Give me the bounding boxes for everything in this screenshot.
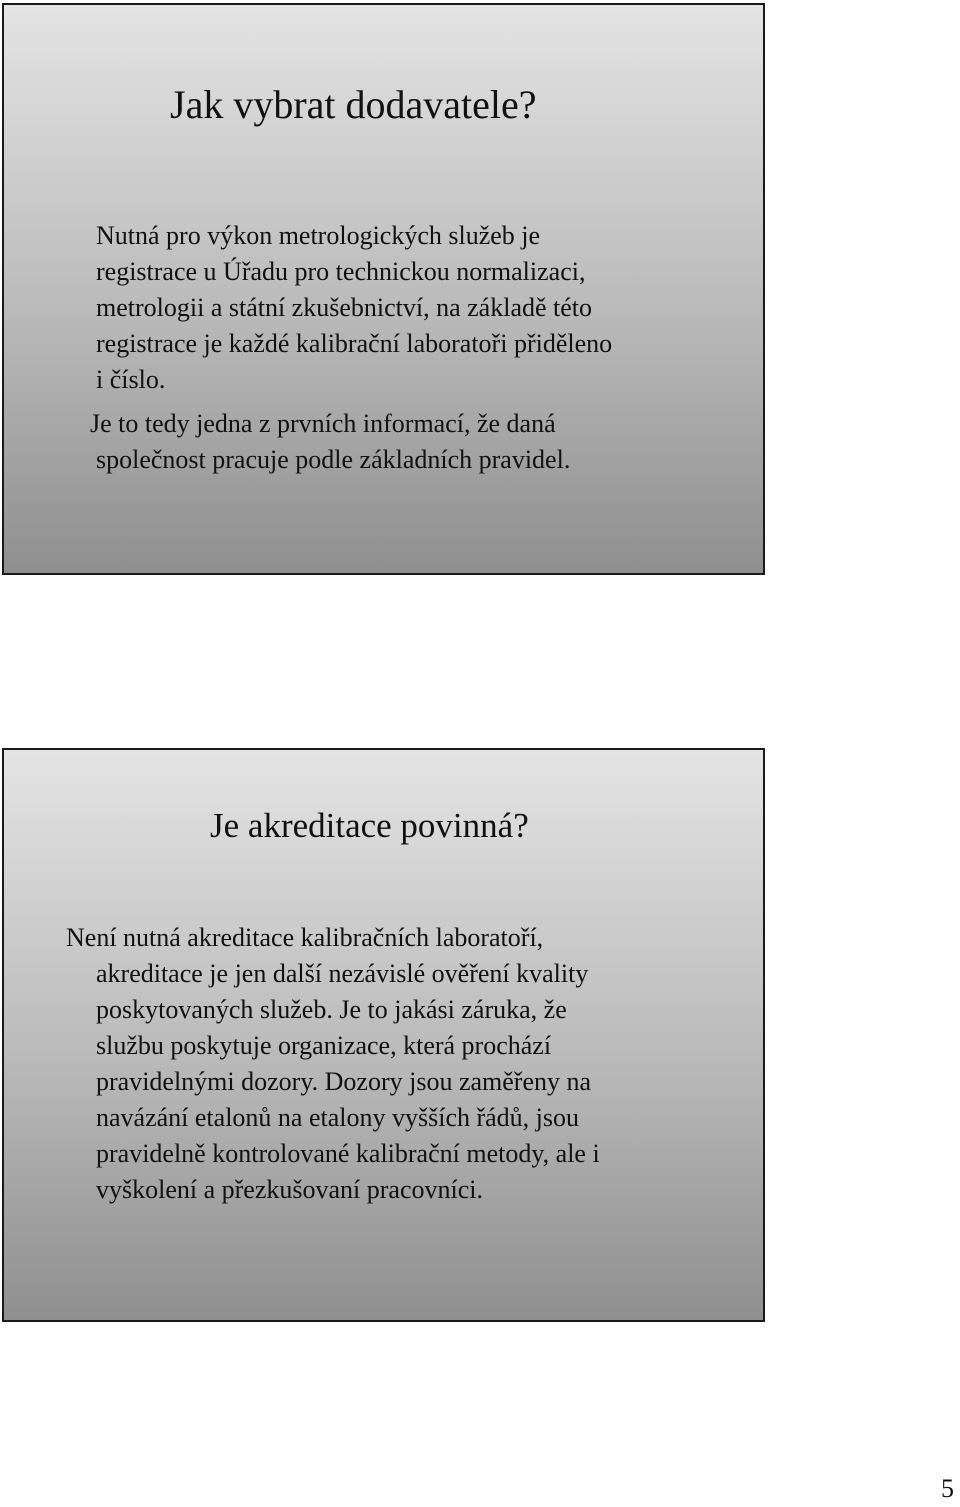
slide-1-title: Jak vybrat dodavatele? xyxy=(170,82,537,127)
text-line: akreditace je jen další nezávislé ověření kvality xyxy=(96,959,589,988)
text-line: službu poskytuje organizace, která prochází xyxy=(96,1031,552,1060)
text-line: metrologii a státní zkušebnictví, na základě této xyxy=(96,293,593,322)
text-line: pravidelně kontrolované kalibrační metody, ale i xyxy=(96,1139,600,1168)
text-line: Je to tedy jedna z prvních informací, že daná xyxy=(90,409,556,438)
text-line: poskytovaných služeb. Je to jakási záruka, že xyxy=(96,995,567,1024)
page-number: 5 xyxy=(941,1474,954,1503)
slide-2-paragraph-accreditation xyxy=(66,920,600,1208)
text-line: společnost pracuje podle základních pravidel. xyxy=(96,445,571,474)
text-line: Není nutná akreditace kalibračních laboratoří, xyxy=(66,923,544,952)
text-line: registrace u Úřadu pro technickou normalizaci, xyxy=(96,257,586,286)
text-line: vyškolení a přezkušovaní pracovníci. xyxy=(96,1175,483,1204)
text-line: i číslo. xyxy=(96,365,166,394)
text-line: registrace je každé kalibrační laboratoři přiděleno xyxy=(96,329,613,358)
slide-1-paragraph-registration xyxy=(96,218,612,398)
text-line: Nutná pro výkon metrologických služeb je xyxy=(96,221,541,250)
slide-1-paragraph-summary xyxy=(90,406,570,478)
slide-2 xyxy=(2,748,765,1322)
text-line: navázání etalonů na etalony vyšších řádů, jsou xyxy=(96,1103,580,1132)
text-line: pravidelnými dozory. Dozory jsou zaměřeny na xyxy=(96,1067,592,1096)
slide-1 xyxy=(2,3,765,575)
slide-2-title: Je akreditace povinná? xyxy=(210,806,529,845)
